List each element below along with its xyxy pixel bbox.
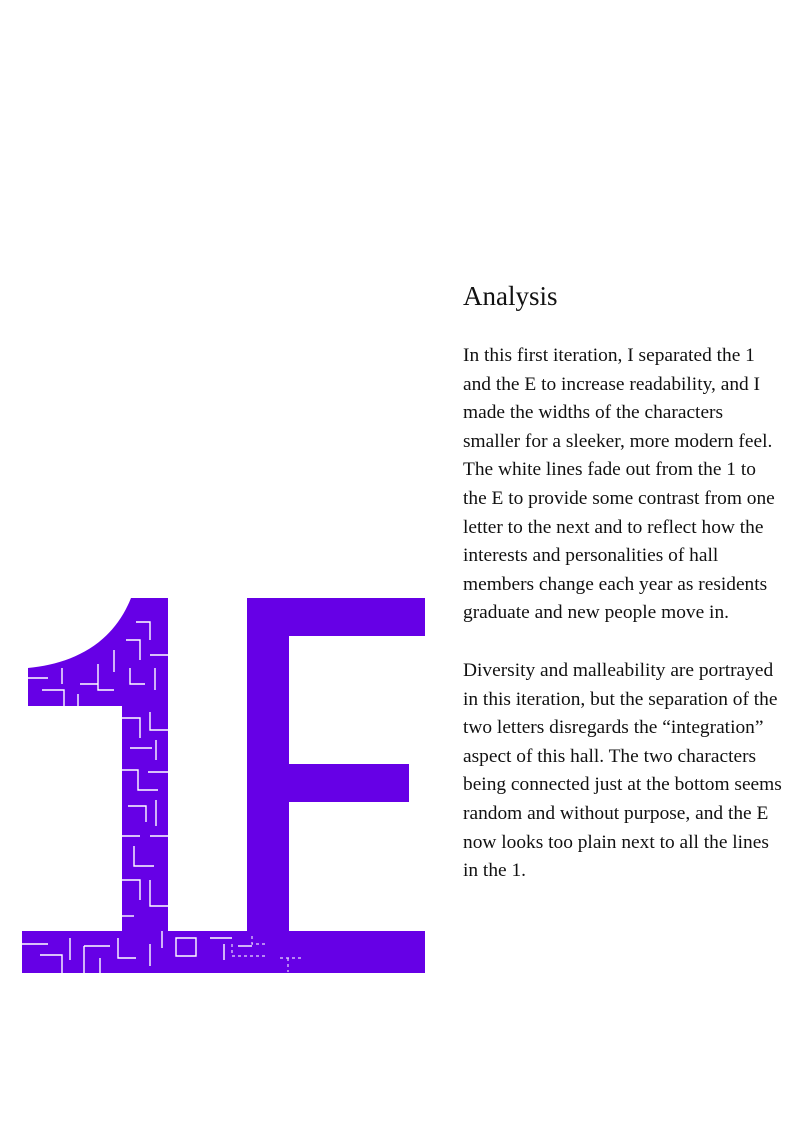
analysis-heading: Analysis <box>463 281 558 311</box>
analysis-paragraph-2: Diversity and malleability are portrayed in this iteration, but the separation of the two letters disregards the “integration” aspect of this hall. The two characters being connected just at the bottom seems random and without purpose, and the E now looks too plain next to all the lines in the 1. <box>463 659 782 882</box>
analysis-paragraph-1: In this first iteration, I separated the 1 and the E to increase readability, and I made the widths of the characters smaller for a sleeker, more modern feel. The white lines fade out from the 1 to the E to provide some contrast from one letter to the next and to reflect how the interests and personalities of hall members change each year as residents graduate and new people move in. <box>463 345 775 624</box>
logo-e-glyph <box>247 598 425 938</box>
analysis-section <box>463 278 783 915</box>
logo-one-glyph <box>28 598 168 931</box>
